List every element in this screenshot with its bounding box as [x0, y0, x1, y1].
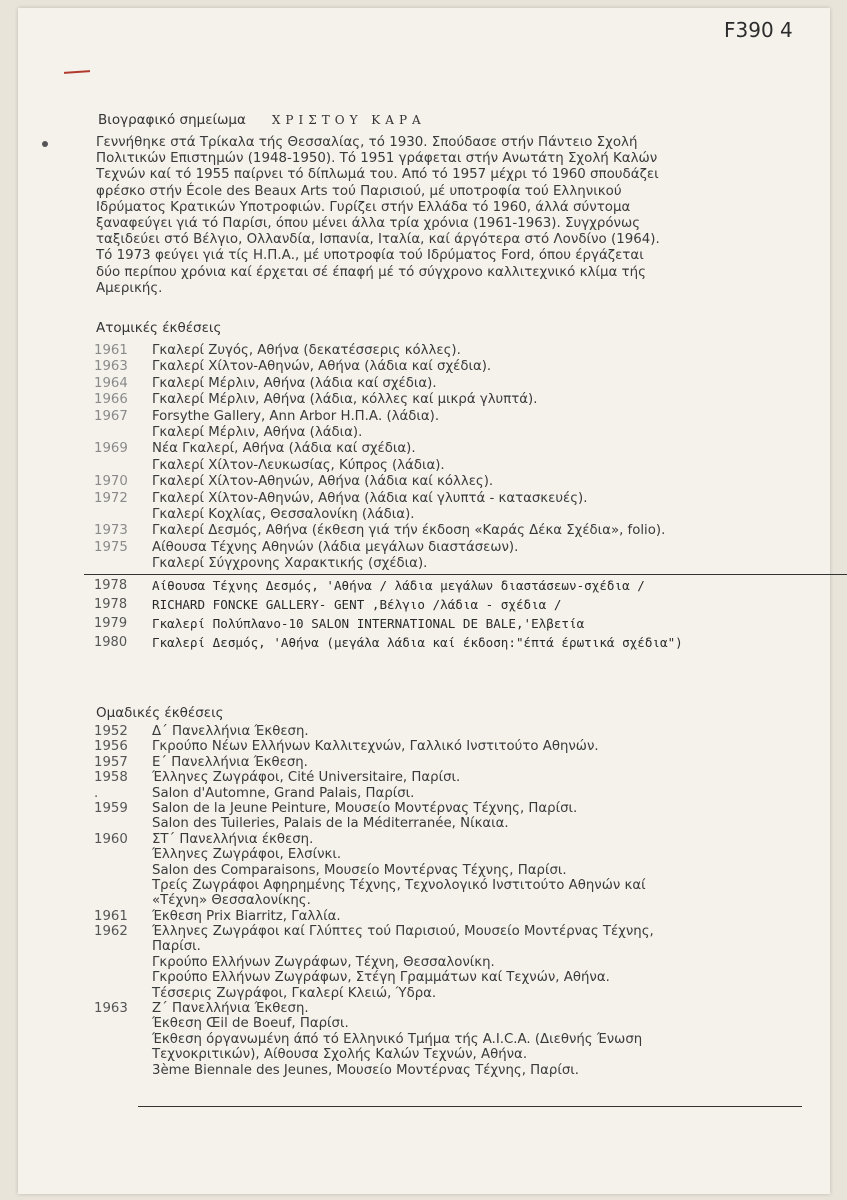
exhibition-text: Γκαλερί Μέρλιν, Αθήνα (λάδια).	[152, 424, 363, 440]
exhibition-text: Παρίσι.	[152, 939, 201, 955]
exhibition-row	[94, 893, 814, 908]
exhibition-row	[94, 770, 814, 785]
exhibition-year	[94, 939, 152, 954]
bio-line: δύο περίπου χρόνια καί έρχεται σέ έπαφή μέ τό σύγχρονο καλλιτεχνικό κλίμα τής	[96, 264, 646, 280]
exhibition-row	[94, 1001, 814, 1016]
exhibition-text: Γκαλερί Ζυγός, Αθήνα (δεκατέσσερις κόλλες).	[152, 343, 461, 358]
exhibition-text: Salon des Tuileries, Palais de la Méditerranée, Νίκαια.	[152, 816, 509, 832]
exhibition-year: 1962	[94, 924, 128, 940]
exhibition-year: 1963	[94, 359, 128, 375]
exhibition-row	[94, 556, 814, 572]
exhibition-row	[94, 924, 814, 939]
exhibition-text: Salon de la Jeune Peinture, Μουσείο Μοντέρνας Τέχνης, Παρίσι.	[152, 800, 578, 816]
exhibition-year: 1980	[94, 635, 128, 650]
exhibition-year: 1969	[94, 441, 128, 457]
group-exhibitions-list	[94, 724, 814, 1078]
exhibition-year	[94, 425, 152, 441]
exhibition-year: 1956	[94, 739, 128, 755]
exhibition-row	[94, 376, 814, 392]
exhibition-year: 1972	[94, 490, 128, 506]
title-label: Βιογραφικό σημείωμα	[98, 112, 246, 128]
exhibition-year: 1960	[94, 831, 128, 847]
bio-line: ταξιδεύει στό Βέλγιο, Ολλανδία, Ισπανία, Ιταλία, καί άργότερα στό Λονδίνο (1964).	[96, 232, 660, 248]
exhibition-year	[94, 507, 152, 523]
exhibition-year: 1961	[94, 343, 128, 358]
exhibition-text: Γκαλερί Μέρλιν, Αθήνα (λάδια, κόλλες καί μικρά γλυπτά).	[152, 392, 538, 408]
exhibition-text: Έκθεση Œil de Boeuf, Παρίσι.	[152, 1016, 349, 1032]
exhibition-year	[94, 556, 152, 572]
exhibition-text: ΣΤ΄ Πανελλήνια έκθεση.	[152, 831, 314, 847]
exhibition-row	[94, 507, 814, 523]
exhibition-year	[94, 1016, 152, 1031]
exhibition-text: «Τέχνη» Θεσσαλονίκης.	[152, 893, 311, 909]
exhibition-text: Έκθεση Prix Biarritz, Γαλλία.	[152, 908, 341, 924]
exhibition-row	[94, 909, 814, 924]
exhibition-year	[94, 863, 152, 878]
exhibition-year	[94, 458, 152, 474]
exhibition-row	[94, 595, 683, 614]
exhibition-row	[94, 491, 814, 507]
exhibition-text: Γκαλερί Δεσμός, 'Αθήνα (μεγάλα λάδια καί έκδοση:"έπτά έρωτικά σχέδια")	[152, 635, 683, 650]
exhibition-year: 1958	[94, 770, 128, 786]
archive-code: F390 4	[724, 18, 793, 42]
exhibition-row	[94, 540, 814, 556]
exhibition-row	[94, 1016, 814, 1031]
exhibition-row	[94, 1063, 814, 1078]
exhibition-row	[94, 425, 814, 441]
exhibition-year: 1959	[94, 800, 128, 816]
bio-line: Γεννήθηκε στά Τρίκαλα τής Θεσσαλίας, τό 1930. Σπούδασε στήν Πάντειο Σχολή	[96, 135, 638, 150]
exhibition-row	[94, 863, 814, 878]
exhibition-row	[94, 409, 814, 425]
exhibition-year: 1966	[94, 392, 128, 408]
exhibition-row	[94, 955, 814, 970]
exhibition-text: Γκαλερί Πολύπλανο-10 SALON INTERNATIONAL DE BALE,'Ελβετία	[152, 616, 585, 631]
exhibition-row	[94, 786, 814, 801]
bio-line: φρέσκο στήν École des Beaux Arts τού Παρισιού, μέ υποτροφία τού Ελληνικού	[96, 183, 622, 199]
exhibition-year: 1975	[94, 539, 128, 555]
document-title	[98, 112, 426, 128]
exhibition-row	[94, 1047, 814, 1062]
exhibition-text: Salon des Comparaisons, Μουσείο Μοντέρνας Τέχνης, Παρίσι.	[152, 862, 567, 878]
exhibition-text: Τεχνοκριτικών), Αίθουσα Σχολής Καλών Τεχνών, Αθήνα.	[152, 1047, 528, 1063]
exhibition-text: Γκαλερί Χίλτον-Αθηνών, Αθήνα (λάδια καί σχέδια).	[152, 359, 492, 375]
exhibition-year	[94, 1063, 152, 1078]
exhibition-year: 1973	[94, 523, 128, 539]
exhibition-row	[94, 614, 683, 633]
exhibition-text: 3ème Biennale des Jeunes, Μουσείο Μοντέρνας Τέχνης, Παρίσι.	[152, 1062, 580, 1078]
exhibition-year: .	[94, 785, 99, 801]
exhibition-row	[94, 801, 814, 816]
exhibition-row	[94, 523, 814, 539]
exhibition-text: Γκαλερί Κοχλίας, Θεσσαλονίκη (λάδια).	[152, 506, 415, 522]
exhibition-row	[94, 816, 814, 831]
exhibition-text: Γκαλερί Δεσμός, Αθήνα (έκθεση γιά τήν έκδοση «Καράς Δέκα Σχέδια», folio).	[152, 523, 666, 539]
exhibition-text: Νέα Γκαλερί, Αθήνα (λάδια καί σχέδια).	[152, 441, 416, 457]
exhibition-text: RICHARD FONCKE GALLERY- GENT ,Βέλγιο /λάδια - σχέδια /	[152, 597, 562, 612]
red-pencil-mark	[64, 70, 90, 74]
pen-dot-mark	[42, 141, 48, 147]
exhibition-row	[94, 939, 814, 954]
solo-exhibitions-list	[94, 343, 814, 572]
exhibition-year	[94, 893, 152, 908]
exhibition-row	[94, 576, 683, 595]
divider-line	[84, 574, 847, 575]
bio-line: Τεχνών καί τό 1955 παίρνει τό δίπλωμά του. Από τό 1957 μέχρι τό 1960 σπουδάζει	[96, 167, 659, 183]
exhibition-text: Salon d'Automne, Grand Palais, Παρίσι.	[152, 785, 415, 801]
biography-paragraph	[96, 135, 801, 297]
bottom-rule	[138, 1106, 802, 1107]
exhibition-row	[94, 1032, 814, 1047]
exhibition-row	[94, 633, 683, 652]
bio-line: Ιδρύματος Κρατικών Υποτροφιών. Γυρίζει στήν Ελλάδα τό 1960, άλλά σύντομα	[96, 199, 631, 215]
document-page	[18, 8, 830, 1194]
exhibition-year	[94, 1047, 152, 1062]
exhibition-text: Έκθεση όργανωμένη άπό τό Ελληνικό Τμήμα τής A.I.C.A. (Διεθνής Ένωση	[152, 1031, 643, 1047]
exhibition-text: Ζ΄ Πανελλήνια Έκθεση.	[152, 1001, 309, 1017]
exhibition-row	[94, 755, 814, 770]
exhibition-row	[94, 474, 814, 490]
exhibition-text: Αίθουσα Τέχνης Δεσμός, 'Αθήνα / λάδια μεγάλων διαστάσεων-σχέδια /	[152, 578, 645, 593]
exhibition-year: 1964	[94, 375, 128, 391]
exhibition-text: Έλληνες Ζωγράφοι, Cité Universitaire, Παρίσι.	[152, 770, 461, 786]
exhibition-row	[94, 343, 814, 359]
exhibition-text: Ε΄ Πανελλήνια Έκθεση.	[152, 754, 308, 770]
exhibition-year	[94, 986, 152, 1001]
exhibition-year	[94, 970, 152, 985]
exhibition-year	[94, 816, 152, 831]
exhibition-text: Τρείς Ζωγράφοι Αφηρημένης Τέχνης, Τεχνολογικό Ινστιτούτο Αθηνών καί	[152, 877, 646, 893]
exhibition-text: Γκαλερί Χίλτον-Αθηνών, Αθήνα (λάδια καί γλυπτά - κατασκευές).	[152, 490, 588, 506]
exhibition-row	[94, 392, 814, 408]
exhibition-year: 1978	[94, 578, 128, 593]
exhibition-year: 1952	[94, 724, 128, 739]
artist-name: ΧΡΙΣΤΟΥ ΚΑΡΑ	[271, 113, 426, 127]
exhibition-year: 1961	[94, 908, 128, 924]
exhibition-text: Γκαλερί Μέρλιν, Αθήνα (λάδια καί σχέδια).	[152, 375, 437, 391]
exhibition-year	[94, 955, 152, 970]
bio-line: Αμερικής.	[96, 280, 163, 296]
exhibition-year: 1957	[94, 754, 128, 770]
exhibition-text: Δ΄ Πανελλήνια Έκθεση.	[152, 724, 309, 739]
exhibition-row	[94, 739, 814, 754]
group-heading: Ομαδικές έκθέσεις	[96, 705, 224, 721]
exhibition-row	[94, 878, 814, 893]
exhibition-row	[94, 441, 814, 457]
exhibition-text: Έλληνες Ζωγράφοι καί Γλύπτες τού Παρισιού, Μουσείο Μοντέρνας Τέχνης,	[152, 924, 654, 940]
exhibition-text: Γκρούπο Ελλήνων Ζωγράφων, Τέχνη, Θεσσαλονίκη.	[152, 954, 495, 970]
solo-heading: Ατομικές έκθέσεις	[96, 320, 222, 336]
exhibition-row	[94, 847, 814, 862]
exhibition-row	[94, 832, 814, 847]
exhibition-year	[94, 878, 152, 893]
exhibition-year: 1978	[94, 597, 128, 612]
exhibition-row	[94, 458, 814, 474]
exhibition-text: Αίθουσα Τέχνης Αθηνών (λάδια μεγάλων διαστάσεων).	[152, 539, 519, 555]
exhibition-year	[94, 1032, 152, 1047]
exhibition-text: Γκρούπο Νέων Ελλήνων Καλλιτεχνών, Γαλλικό Ινστιτούτο Αθηνών.	[152, 739, 599, 755]
bio-line: Πολιτικών Επιστημών (1948-1950). Τό 1951 γράφεται στήν Ανωτάτη Σχολή Καλών	[96, 151, 658, 167]
bio-line: ξαναφεύγει γιά τό Παρίσι, όπου μένει άλλα τρία χρόνια (1961-1963). Συγχρόνως	[96, 216, 641, 232]
exhibition-text: Τέσσερις Ζωγράφοι, Γκαλερί Κλειώ, Ύδρα.	[152, 985, 437, 1001]
bio-line: Τό 1973 φεύγει γιά τίς Η.Π.Α., μέ υποτροφία τού Ιδρύματος Ford, όπου έργάζεται	[96, 248, 644, 264]
exhibition-year: 1967	[94, 408, 128, 424]
exhibition-text: Γκρούπο Ελλήνων Ζωγράφων, Στέγη Γραμμάτων καί Τεχνών, Αθήνα.	[152, 970, 610, 986]
exhibition-text: Forsythe Gallery, Ann Arbor Η.Π.Α. (λάδια).	[152, 408, 440, 424]
exhibition-text: Γκαλερί Χίλτον-Αθηνών, Αθήνα (λάδια καί κόλλες).	[152, 474, 494, 490]
exhibition-text: Γκαλερί Χίλτον-Λευκωσίας, Κύπρος (λάδια).	[152, 457, 445, 473]
exhibition-year: 1970	[94, 474, 128, 490]
exhibition-row	[94, 359, 814, 375]
exhibition-year	[94, 847, 152, 862]
typed-additions-list	[94, 576, 683, 652]
exhibition-text: Γκαλερί Σύγχρονης Χαρακτικής (σχέδια).	[152, 556, 428, 572]
exhibition-year: 1979	[94, 616, 128, 631]
exhibition-row	[94, 970, 814, 985]
exhibition-text: Έλληνες Ζωγράφοι, Ελσίνκι.	[152, 847, 342, 863]
exhibition-row	[94, 724, 814, 739]
exhibition-row	[94, 986, 814, 1001]
exhibition-year: 1963	[94, 1001, 128, 1017]
